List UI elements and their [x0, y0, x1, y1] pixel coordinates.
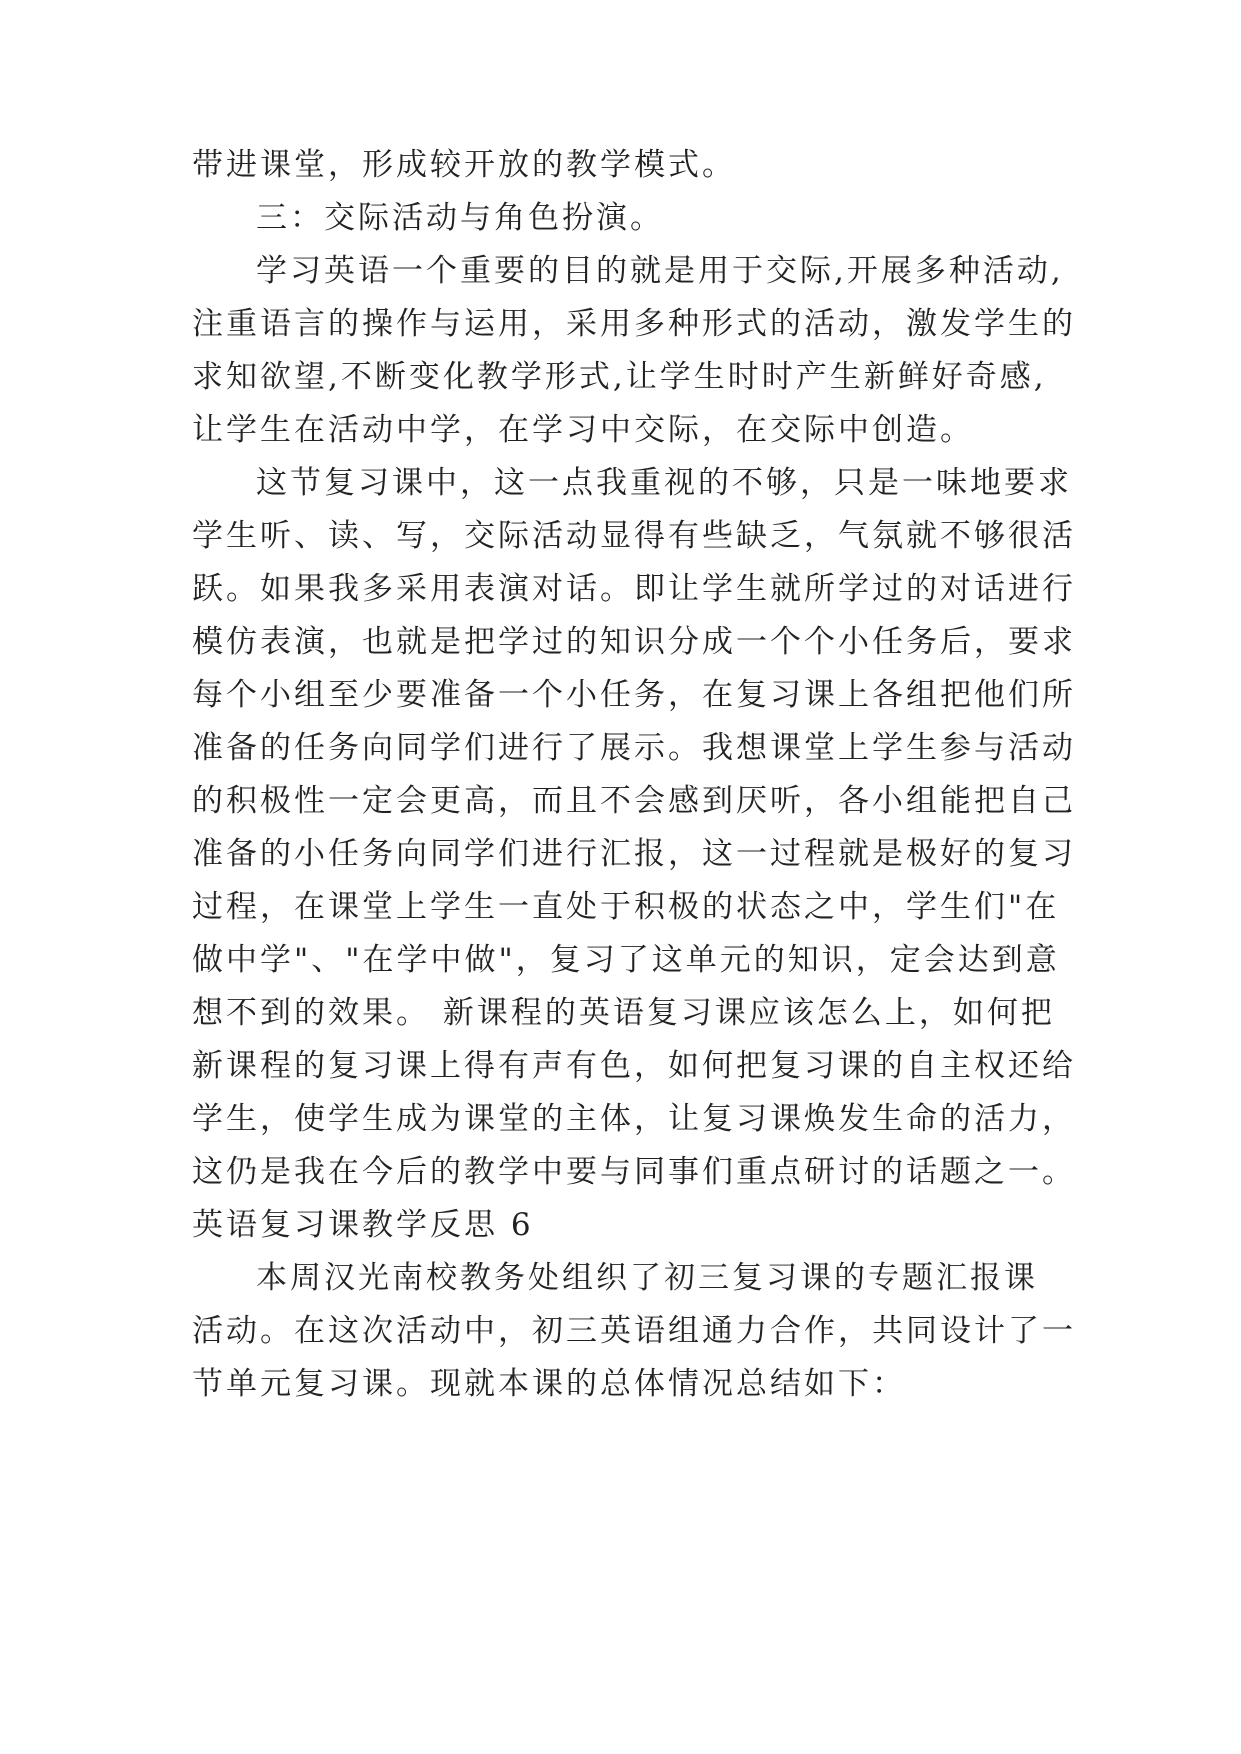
- text-line: 准备的任务向同学们进行了展示。我想课堂上学生参与活动: [192, 730, 1076, 766]
- paragraph-first-line: 学习英语一个重要的目的就是用于交际,开展多种活动,: [256, 253, 1064, 289]
- text-line: 跃。如果我多采用表演对话。即让学生就所学过的对话进行: [192, 571, 1076, 607]
- text-line: 新课程的复习课上得有声有色，如何把复习课的自主权还给: [192, 1048, 1076, 1084]
- section-title: 英语复习课教学反思 6: [192, 1207, 534, 1243]
- text-line: 过程，在课堂上学生一直处于积极的状态之中，学生们"在: [192, 889, 1060, 925]
- text-line: 模仿表演，也就是把学过的知识分成一个个小任务后，要求: [192, 624, 1076, 660]
- text-line: 节单元复习课。现就本课的总体情况总结如下：: [192, 1366, 906, 1402]
- text-line: 做中学"、"在学中做"，复习了这单元的知识，定会达到意: [192, 942, 1060, 978]
- text-line: 准备的小任务向同学们进行汇报，这一过程就是极好的复习: [192, 836, 1076, 872]
- text-line: 每个小组至少要准备一个小任务，在复习课上各组把他们所: [192, 677, 1076, 713]
- text-line: 学生，使学生成为课堂的主体，让复习课焕发生命的活力，: [192, 1101, 1076, 1137]
- text-line: 学生听、读、写，交际活动显得有些缺乏，气氛就不够很活: [192, 518, 1076, 554]
- text-line: 求知欲望,不断变化教学形式,让学生时时产生新鲜好奇感,: [192, 359, 1047, 395]
- section-heading: 三：交际活动与角色扮演。: [256, 200, 664, 236]
- text-line: 活动。在这次活动中，初三英语组通力合作，共同设计了一: [192, 1313, 1076, 1349]
- text-line: 的积极性一定会更高，而且不会感到厌听，各小组能把自己: [192, 783, 1076, 819]
- text-line: 注重语言的操作与运用，采用多种形式的活动，激发学生的: [192, 306, 1076, 342]
- text-line: 想不到的效果。 新课程的英语复习课应该怎么上，如何把: [192, 995, 1055, 1031]
- text-line: 带进课堂，形成较开放的教学模式。: [192, 147, 736, 183]
- paragraph-first-line: 这节复习课中，这一点我重视的不够，只是一味地要求: [256, 465, 1072, 501]
- text-line: 这仍是我在今后的教学中要与同事们重点研讨的话题之一。: [192, 1154, 1076, 1190]
- text-line: 让学生在活动中学，在学习中交际，在交际中创造。: [192, 412, 974, 448]
- paragraph-first-line: 本周汉光南校教务处组织了初三复习课的专题汇报课: [256, 1260, 1038, 1296]
